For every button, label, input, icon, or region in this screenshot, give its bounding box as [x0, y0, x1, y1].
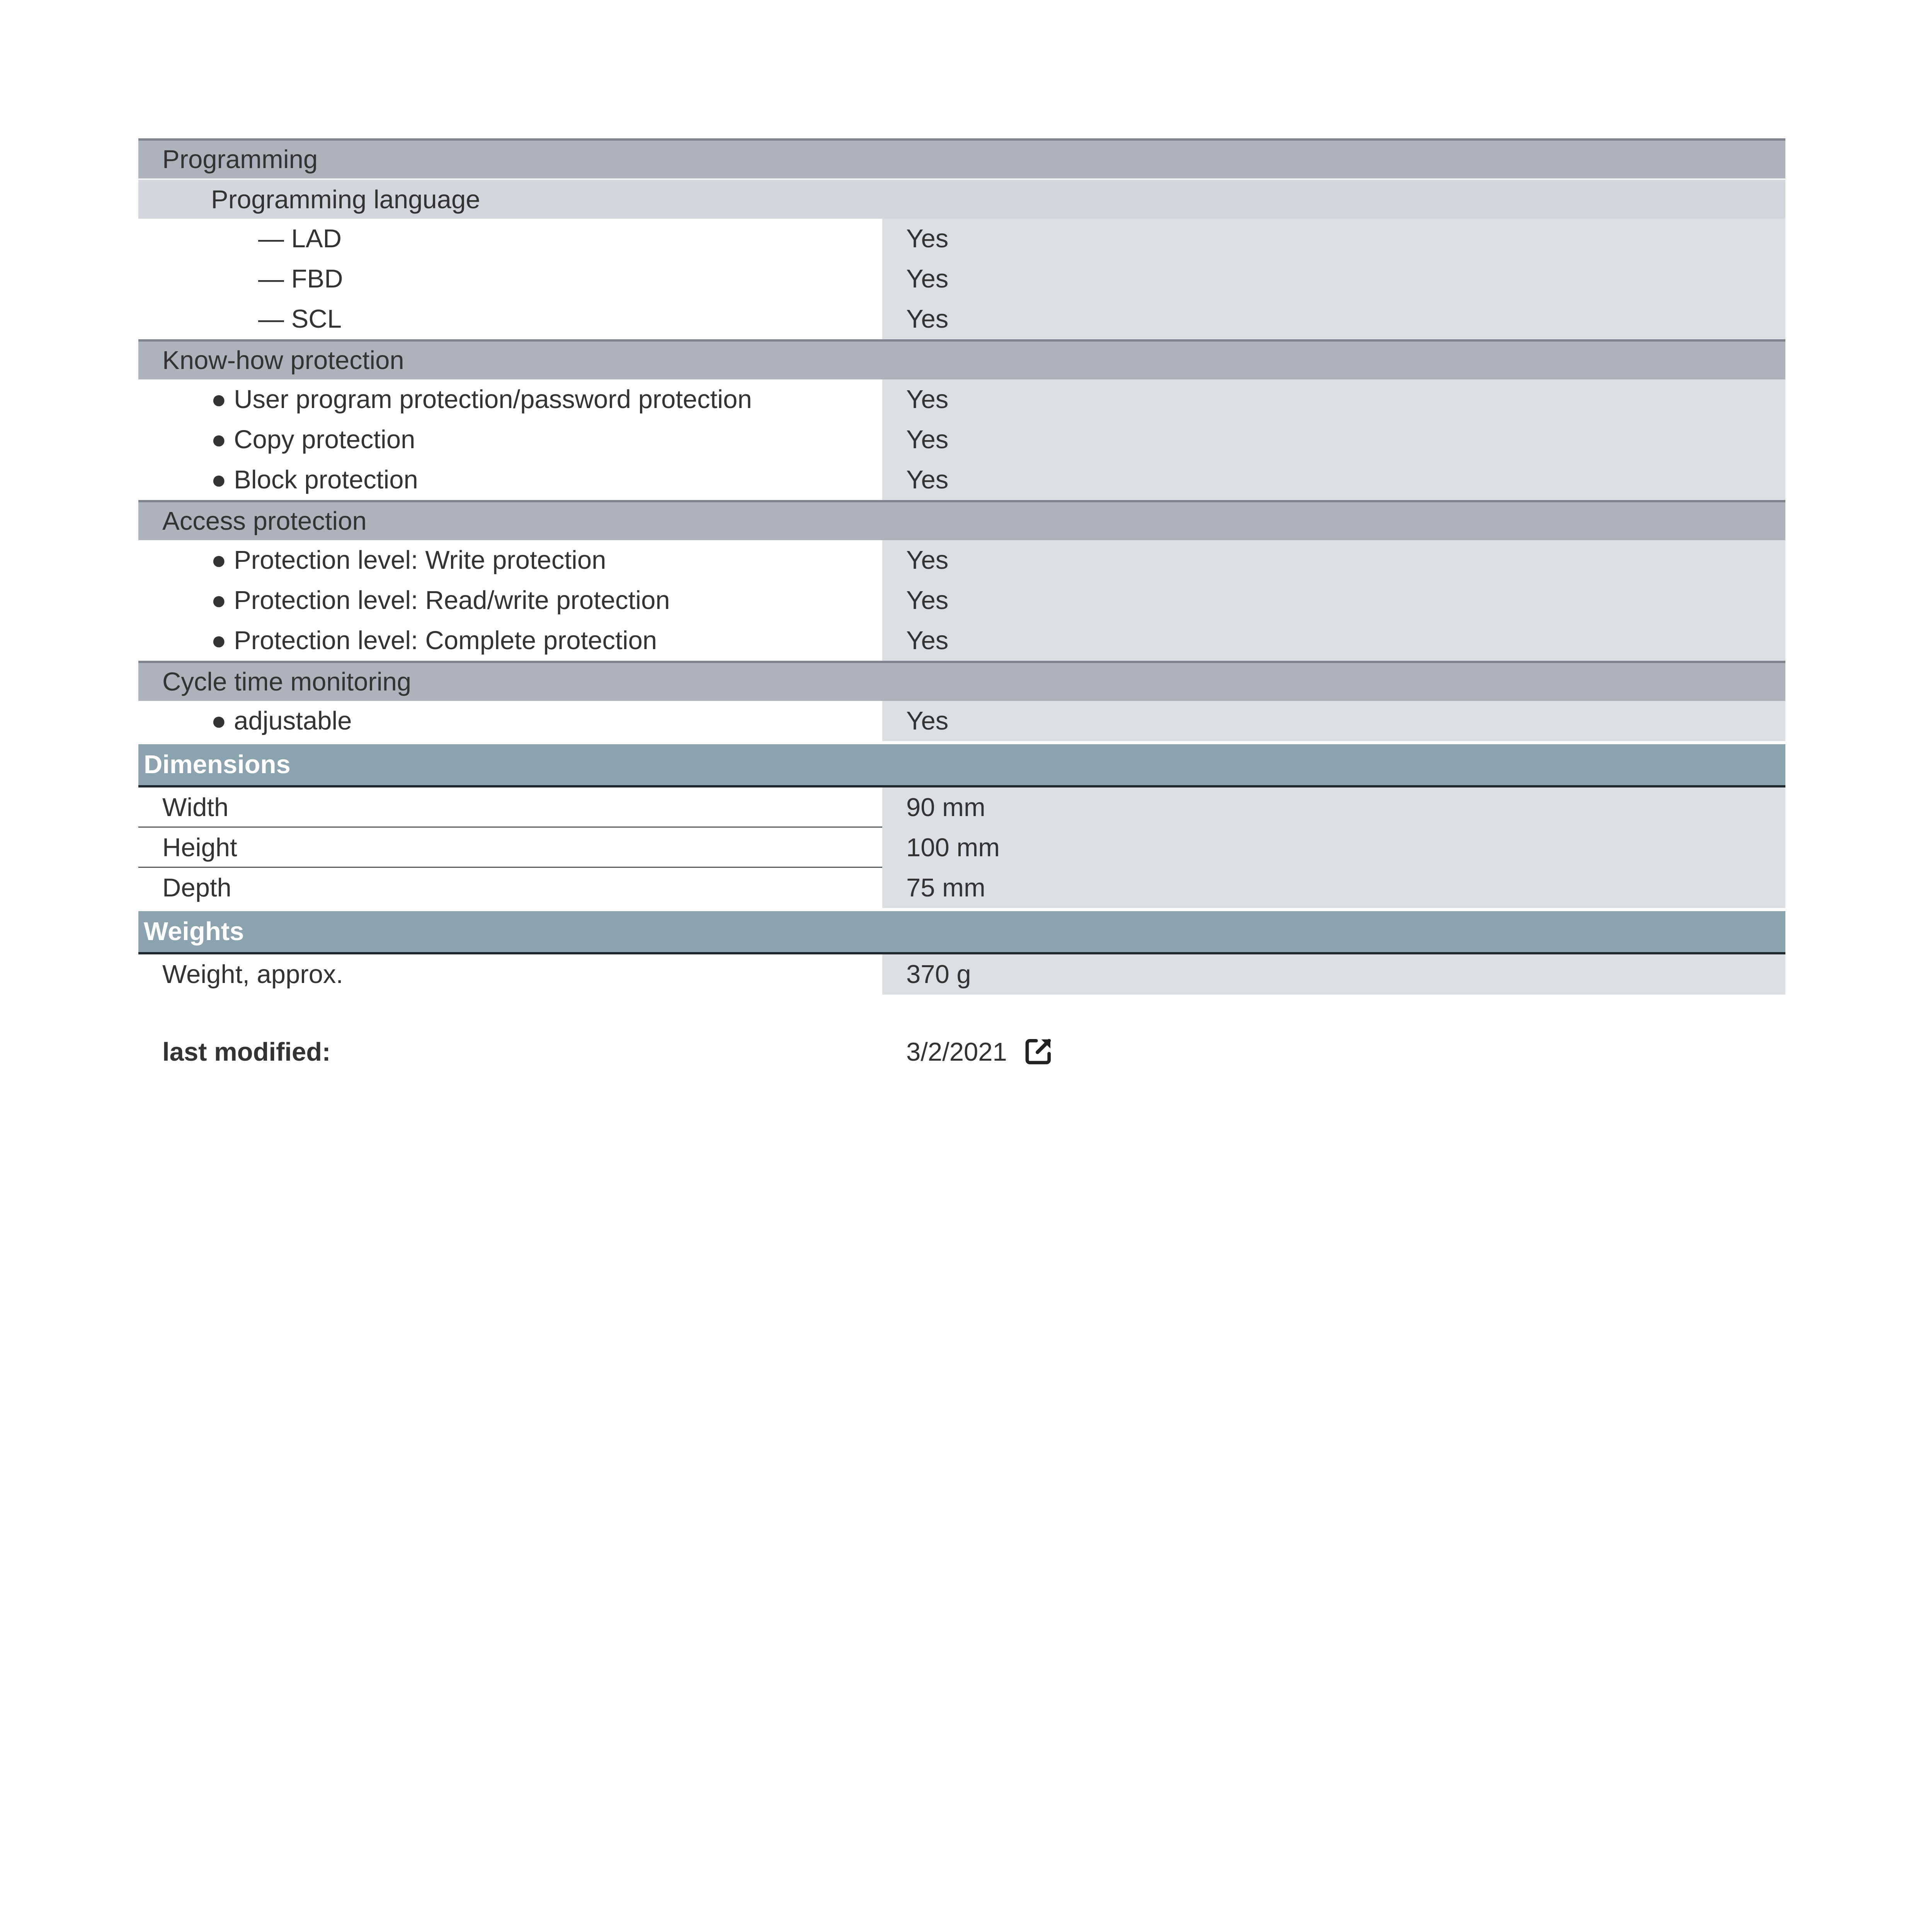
row-value: 75 mm	[882, 868, 1785, 908]
row-value: Yes	[882, 460, 1785, 500]
last-modified	[138, 1031, 1785, 1073]
row-label: ● Protection level: Complete protection	[211, 626, 657, 655]
row-value: Yes	[882, 259, 1785, 299]
table-row	[138, 420, 1785, 460]
table-row	[138, 259, 1785, 299]
table-row	[138, 787, 1785, 828]
table-row	[138, 379, 1785, 420]
row-label: ● adjustable	[211, 706, 352, 735]
subgroup-title: Programming language	[211, 185, 480, 214]
row-value: 90 mm	[882, 787, 1785, 828]
section-title: Weights	[144, 917, 244, 946]
subgroup-header-programming-language	[138, 179, 1785, 219]
group-title: Programming	[162, 145, 318, 174]
table-row	[138, 299, 1785, 339]
group-header-cycle-time-monitoring	[138, 661, 1785, 701]
group-title: Access protection	[162, 507, 367, 536]
table-row	[138, 460, 1785, 500]
row-label: — FBD	[258, 264, 343, 293]
last-modified-date: 3/2/2021	[906, 1037, 1007, 1066]
group-header-programming	[138, 138, 1785, 179]
section-header-weights	[138, 911, 1785, 954]
section-header-dimensions	[138, 744, 1785, 787]
row-label: Depth	[162, 873, 231, 902]
last-modified-label: last modified:	[162, 1037, 331, 1066]
row-label: — SCL	[258, 304, 342, 333]
table-row	[138, 580, 1785, 621]
row-value: 100 mm	[882, 828, 1785, 868]
row-label: ● Copy protection	[211, 425, 415, 454]
group-header-access-protection	[138, 500, 1785, 540]
table-row	[138, 540, 1785, 580]
row-value: Yes	[882, 420, 1785, 460]
row-label: Height	[138, 828, 882, 868]
row-label: ● Protection level: Write protection	[211, 546, 606, 575]
table-row	[138, 701, 1785, 741]
row-value: 370 g	[882, 954, 1785, 995]
row-label: ● User program protection/password protection	[211, 385, 752, 414]
row-label: Width	[138, 787, 882, 828]
row-label: ● Block protection	[211, 465, 418, 494]
row-label: ● Protection level: Read/write protection	[211, 586, 670, 615]
row-value: Yes	[882, 580, 1785, 621]
spec-table	[138, 138, 1785, 995]
table-row	[138, 828, 1785, 868]
row-value: Yes	[882, 701, 1785, 741]
external-link-icon[interactable]	[1023, 1036, 1054, 1066]
row-label: Weight, approx.	[162, 960, 344, 989]
table-row	[138, 868, 1785, 908]
row-value: Yes	[882, 379, 1785, 420]
group-title: Cycle time monitoring	[162, 667, 412, 696]
group-header-knowhow-protection	[138, 339, 1785, 379]
row-value: Yes	[882, 219, 1785, 259]
row-label: — LAD	[258, 224, 342, 253]
table-row	[138, 621, 1785, 661]
row-value: Yes	[882, 621, 1785, 661]
row-value: Yes	[882, 540, 1785, 580]
group-title: Know-how protection	[162, 346, 404, 375]
table-row	[138, 954, 1785, 995]
table-row	[138, 219, 1785, 259]
row-value: Yes	[882, 299, 1785, 339]
section-title: Dimensions	[144, 750, 291, 779]
